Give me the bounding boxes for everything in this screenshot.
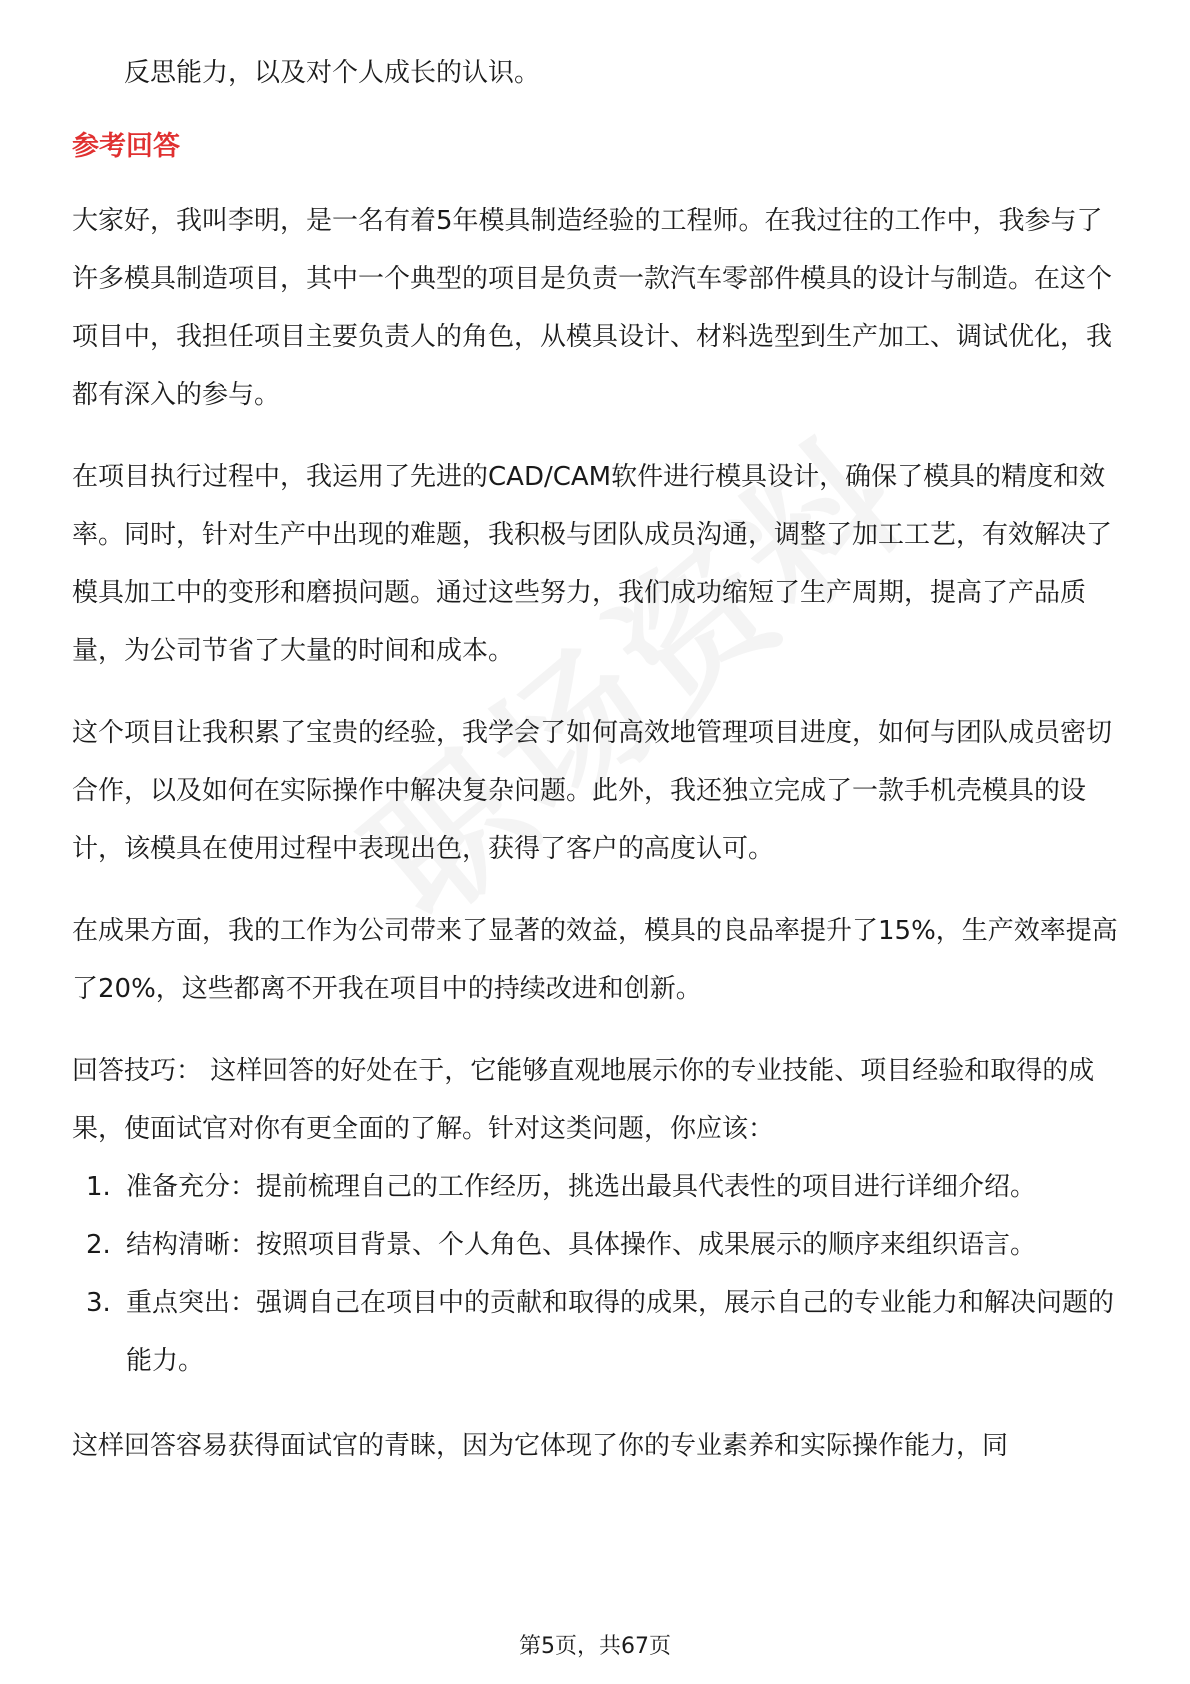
tip-text: 结构清晰：按照项目背景、个人角色、具体操作、成果展示的顺序来组织语言。 [126,1230,1037,1260]
tip-text: 准备充分：提前梳理自己的工作经历，挑选出最具代表性的项目进行详细介绍。 [126,1172,1037,1202]
tip-item [72,1158,1128,1216]
answer-paragraph-2: 在项目执行过程中，我运用了先进的CAD/CAM软件进行模具设计，确保了模具的精度和效率。同时，针对生产中出现的难题，我积极与团队成员沟通，调整了加工工艺，有效解决了模具加工中的变形和磨损问题。通过这些努力，我们成功缩短了生产周期，提高了产品质量，为公司节省了大量的时间和成本。 [72,462,1113,666]
tip-item [72,1216,1128,1274]
answer-paragraph-1: 大家好，我叫李明，是一名有着5年模具制造经验的工程师。在我过往的工作中，我参与了许多模具制造项目，其中一个典型的项目是负责一款汽车零部件模具的设计与制造。在这个项目中，我担任项目主要负责人的角色，从模具设计、材料选型到生产加工、调试优化，我都有深入的参与。 [72,206,1113,410]
tip-text: 重点突出：强调自己在项目中的贡献和取得的成果，展示自己的专业能力和解决问题的能力。 [126,1288,1115,1376]
closing-paragraph: 这样回答容易获得面试官的青睐，因为它体现了你的专业素养和实际操作能力，同 [72,1431,1009,1461]
answer-paragraph-3: 这个项目让我积累了宝贵的经验，我学会了如何高效地管理项目进度，如何与团队成员密切合作，以及如何在实际操作中解决复杂问题。此外，我还独立完成了一款手机壳模具的设计，该模具在使用过程中表现出色，获得了客户的高度认可。 [72,718,1113,864]
page-footer: 第5页，共67页 [519,1634,671,1659]
tip-number: 2. [86,1230,111,1260]
tip-number: 1. [86,1172,111,1202]
tips-intro: 回答技巧： 这样回答的好处在于，它能够直观地展示你的专业技能、项目经验和取得的成果，使面试官对你有更全面的了解。针对这类问题，你应该： [72,1056,1095,1144]
tips-list [72,1158,1128,1390]
section-heading: 参考回答 [72,131,180,162]
answer-paragraph-4: 在成果方面，我的工作为公司带来了显著的效益，模具的良品率提升了15%，生产效率提高了20%，这些都离不开我在项目中的持续改进和创新。 [72,916,1118,1004]
tip-number: 3. [86,1288,111,1318]
page-content [72,44,1128,1475]
intro-continuation: 反思能力，以及对个人成长的认识。 [124,58,541,88]
tip-item [72,1274,1128,1390]
